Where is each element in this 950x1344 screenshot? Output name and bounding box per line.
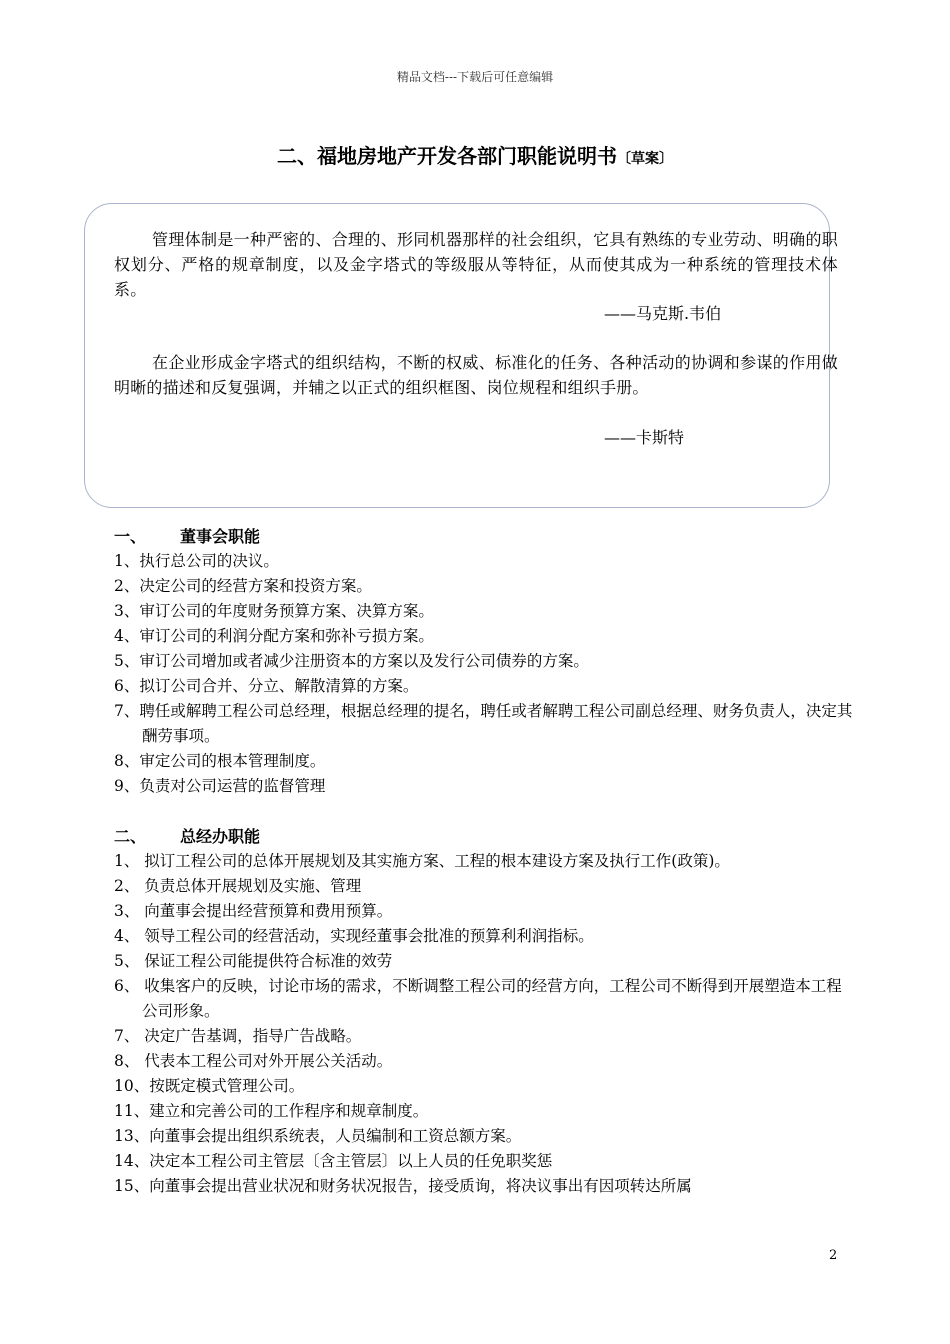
- list-item: 8、 代表本工程公司对外开展公关活动。: [114, 1052, 393, 1070]
- section-title: 总经办职能: [180, 827, 261, 846]
- gm-office-functions-list: [114, 849, 854, 1199]
- section-heading-board: [114, 524, 260, 549]
- document-title: [0, 140, 950, 169]
- list-item: 6、 收集客户的反映，讨论市场的需求，不断调整工程公司的经营方向，工程公司不断得到开展塑造本工程公司形象。: [114, 977, 842, 1020]
- list-item: 1、 拟订工程公司的总体开展规划及其实施方案、工程的根本建设方案及执行工作(政策)。: [114, 852, 730, 870]
- title-main: 二、福地房地产开发各部门职能说明书: [277, 144, 617, 168]
- list-item: 13、向董事会提出组织系统表，人员编制和工资总额方案。: [114, 1127, 522, 1145]
- list-item: 8、审定公司的根本管理制度。: [114, 752, 326, 770]
- section-number: 一、: [114, 527, 147, 546]
- list-item: 11、建立和完善公司的工作程序和规章制度。: [114, 1102, 429, 1120]
- list-item: 4、审订公司的利润分配方案和弥补亏损方案。: [114, 627, 434, 645]
- list-item: 15、向董事会提出营业状况和财务状况报告，接受质询，将决议事出有因项转达所属: [114, 1177, 692, 1195]
- list-item: 2、 负责总体开展规划及实施、管理: [114, 877, 362, 895]
- section-title: 董事会职能: [180, 527, 261, 546]
- list-item: 10、按既定模式管理公司。: [114, 1077, 305, 1095]
- list-item: 9、负责对公司运营的监督管理: [114, 777, 326, 795]
- list-item: 5、审订公司增加或者减少注册资本的方案以及发行公司债券的方案。: [114, 652, 589, 670]
- list-item: 6、拟订公司合并、分立、解散清算的方案。: [114, 677, 419, 695]
- quote-author-1: ——马克斯.韦伯: [604, 304, 722, 323]
- quote-text-2: 在企业形成金字塔式的组织结构，不断的权威、标准化的任务、各种活动的协调和参谋的作用做明晰的描述和反复强调，并辅之以正式的组织框图、岗位规程和组织手册。: [114, 353, 838, 397]
- section-number: 二、: [114, 827, 147, 846]
- list-item: 1、执行总公司的决议。: [114, 552, 279, 570]
- quote-author-2: ——卡斯特: [604, 428, 685, 447]
- list-item: 2、决定公司的经营方案和投资方案。: [114, 577, 372, 595]
- list-item: 3、审订公司的年度财务预算方案、决算方案。: [114, 602, 434, 620]
- list-item: 7、聘任或解聘工程公司总经理，根据总经理的提名，聘任或者解聘工程公司副总经理、财务负责人，决定其酬劳事项。: [114, 702, 853, 745]
- list-item: 14、决定本工程公司主管层〔含主管层〕以上人员的任免职奖惩: [114, 1152, 553, 1170]
- list-item: 7、 决定广告基调，指导广告战略。: [114, 1027, 362, 1045]
- list-item: 4、 领导工程公司的经营活动，实现经董事会批准的预算利利润指标。: [114, 927, 594, 945]
- title-sub: 〔草案〕: [617, 151, 673, 167]
- header-note: 精品文档---下载后可任意编辑: [396, 70, 554, 84]
- page-number: 2: [829, 1248, 838, 1263]
- board-functions-list: [114, 549, 854, 799]
- list-item: 5、 保证工程公司能提供符合标准的效劳: [114, 952, 393, 970]
- section-heading-gm-office: [114, 824, 260, 849]
- quote-text-1: 管理体制是一种严密的、合理的、形同机器那样的社会组织，它具有熟练的专业劳动、明确的职权划分、严格的规章制度，以及金字塔式的等级服从等特征，从而使其成为一种系统的管理技术体系。: [114, 230, 838, 299]
- list-item: 3、 向董事会提出经营预算和费用预算。: [114, 902, 393, 920]
